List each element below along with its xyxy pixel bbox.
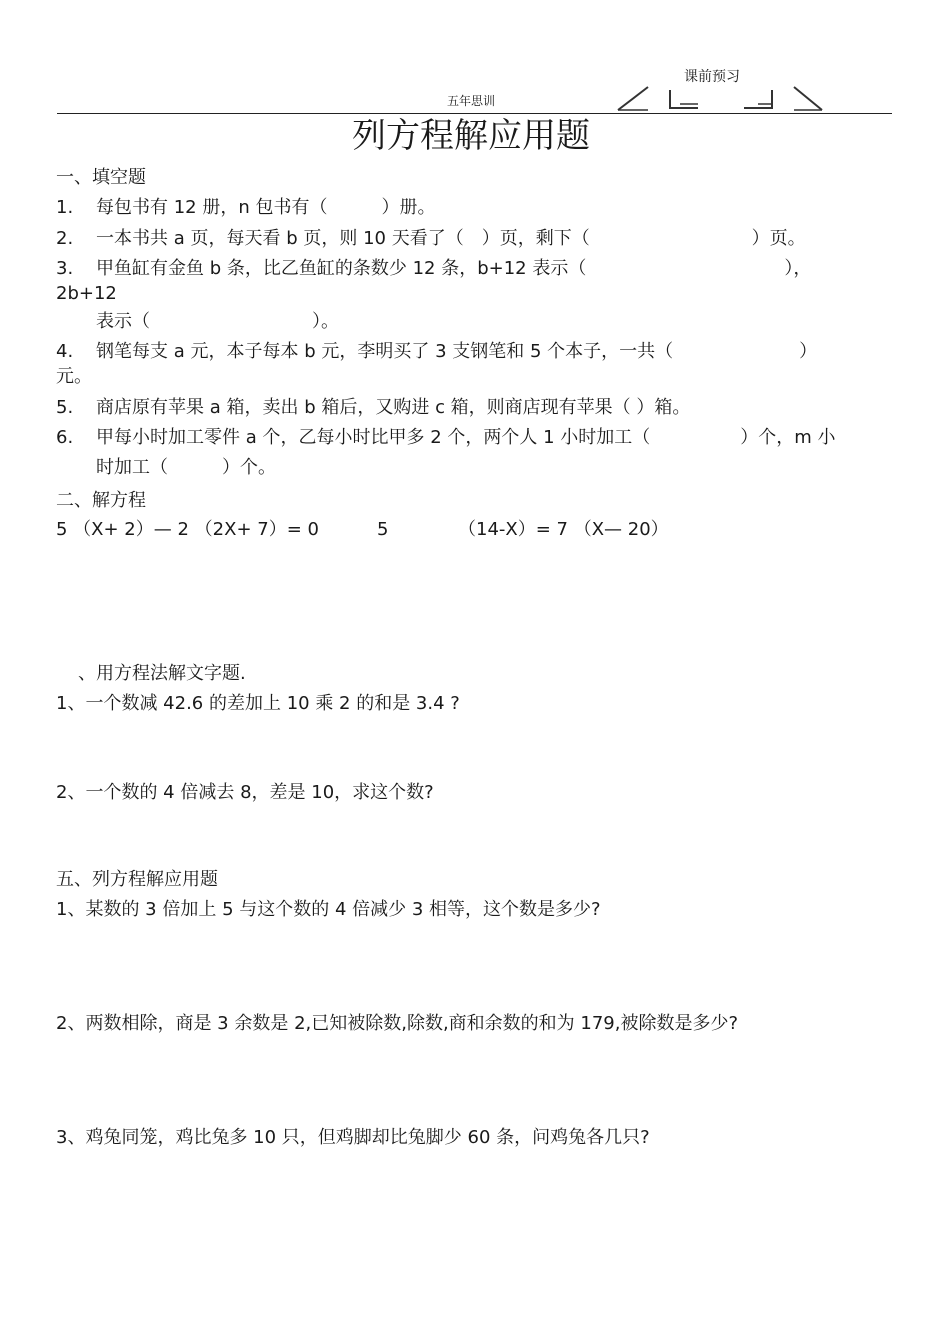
equation-1: 5 （X+ 2）— 2 （2X+ 7）= 0 <box>56 519 319 540</box>
application-problem-1: 1、某数的 3 倍加上 5 与这个数的 4 倍减少 3 相等，这个数是多少? <box>56 899 601 920</box>
fill-item-3-cont: 2b+12 <box>56 283 117 304</box>
item-number: 6. <box>56 427 74 448</box>
item-number: 3. <box>56 258 74 279</box>
page-title: 列方程解应用题 <box>352 116 590 156</box>
section2-heading: 二、解方程 <box>56 490 146 511</box>
word-problem-2: 2、一个数的 4 倍减去 8，差是 10，求这个数? <box>56 782 434 803</box>
item-number: 4. <box>56 341 74 362</box>
item-text: 钢笔每支 a 元，本子每本 b 元，李明买了 3 支钢笔和 5 个本子，一共（ ） <box>96 341 818 362</box>
item-text: 每包书有 12 册，n 包书有（ ）册。 <box>96 197 436 218</box>
section3-heading: 、用方程法解文字题. <box>78 663 246 684</box>
header-right-tag: 课前预习 <box>684 69 740 85</box>
header-rule <box>57 113 892 114</box>
fill-item-6-cont: 时加工（ ）个。 <box>96 457 276 478</box>
word-problem-1: 1、一个数减 42.6 的差加上 10 乘 2 的和是 3.4 ? <box>56 693 460 714</box>
equation-2-coef: 5 <box>377 519 389 540</box>
item-text: 甲鱼缸有金鱼 b 条，比乙鱼缸的条数少 12 条，b+12 表示（ ）， <box>96 258 812 279</box>
fill-item-4 <box>56 340 817 364</box>
item-text: 甲每小时加工零件 a 个，乙每小时比甲多 2 个，两个人 1 小时加工（ ）个，m 小 <box>96 427 836 448</box>
fill-item-6 <box>56 426 836 450</box>
application-problem-2: 2、两数相除，商是 3 余数是 2,已知被除数,除数,商和余数的和为 179,被除数是多少? <box>56 1013 739 1034</box>
fill-item-4-cont: 元。 <box>56 366 92 387</box>
item-text: 一本书共 a 页，每天看 b 页，则 10 天看了（ ）页，剩下（ ）页。 <box>96 228 806 249</box>
item-number: 5. <box>56 397 74 418</box>
item-text: 商店原有苹果 a 箱，卖出 b 箱后，又购进 c 箱，则商店现有苹果（ ）箱。 <box>96 397 691 418</box>
section1-heading: 一、填空题 <box>56 167 146 188</box>
fill-item-3 <box>56 257 811 281</box>
section5-heading: 五、列方程解应用题 <box>56 869 218 890</box>
item-number: 1. <box>56 197 74 218</box>
fill-item-3-cont2: 表示（ ）。 <box>96 311 339 332</box>
equation-2: （14-X）= 7 （X— 20） <box>458 519 669 540</box>
header-left-tag: 五年思训 <box>447 94 496 108</box>
header-decoration <box>612 84 827 114</box>
fill-item-1 <box>56 196 435 220</box>
fill-item-5 <box>56 396 690 420</box>
fill-item-2 <box>56 227 806 251</box>
application-problem-3: 3、鸡兔同笼，鸡比兔多 10 只，但鸡脚却比兔脚少 60 条，问鸡兔各几只? <box>56 1127 650 1148</box>
item-number: 2. <box>56 228 74 249</box>
